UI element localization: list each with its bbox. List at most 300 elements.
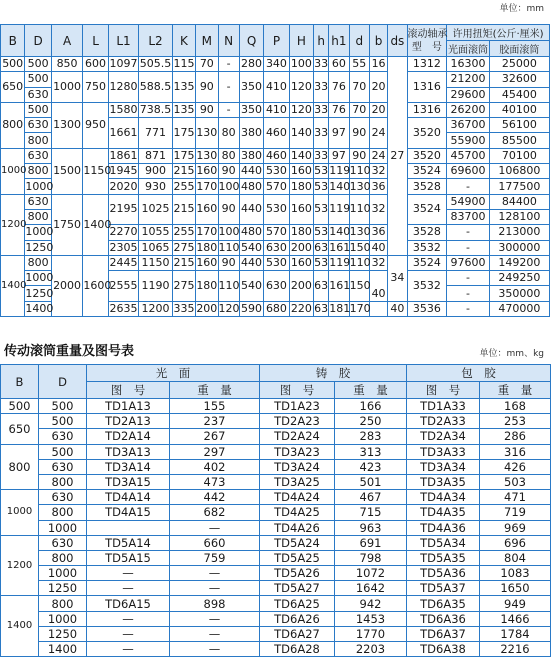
- cell-s-no: TD1A13: [87, 399, 170, 414]
- cell-w-no: TD3A34: [407, 459, 480, 474]
- cell-L2: 588.5: [139, 72, 173, 103]
- cell-d: 55: [349, 57, 369, 72]
- cell-s-w: —: [170, 520, 260, 535]
- cell-D: 1250: [39, 581, 87, 596]
- cell-c-no: TD6A26: [260, 611, 335, 626]
- cell-D: 800: [39, 505, 87, 520]
- cell-w-w: 949: [480, 596, 551, 611]
- table-row: [1, 490, 551, 505]
- cell-N: -: [218, 57, 239, 72]
- cell-b: 16: [369, 57, 387, 72]
- col-header-A: A: [51, 25, 83, 57]
- cell-L2: 871: [139, 148, 173, 163]
- cell-P: 530: [264, 194, 289, 225]
- table-row: [1, 255, 550, 270]
- cell-w-w: 316: [480, 444, 551, 459]
- cell-c-w: 467: [335, 490, 407, 505]
- table-row: [1, 566, 551, 581]
- cell-s-no: —: [87, 642, 170, 657]
- cell-h: 33: [314, 72, 329, 103]
- cell-P: 570: [264, 179, 289, 194]
- cell-w-w: 286: [480, 429, 551, 444]
- cell-M: 70: [196, 57, 218, 72]
- bearing-header-line1: 滚动轴承: [407, 28, 448, 40]
- pulley-dimensions-table: [0, 24, 550, 317]
- cell-d: 110: [349, 256, 371, 269]
- cell-h1: 76: [329, 72, 349, 103]
- cell-K: 255: [173, 179, 195, 193]
- col-header-N: N: [218, 25, 239, 57]
- col-header-torque: 许用扭矩(公斤·厘米): [447, 25, 550, 41]
- cell-L2: 1025: [139, 194, 173, 225]
- cell-P: 630: [264, 240, 289, 255]
- col-header-B: B: [1, 25, 25, 57]
- cell-A: 1500: [51, 148, 83, 194]
- cell-torque-smooth: 69600: [447, 164, 490, 179]
- cell-D: 500: [39, 414, 87, 429]
- col-header-ds: ds: [388, 25, 407, 57]
- cell-c-no: TD5A24: [260, 535, 335, 550]
- cell-D: 1000: [39, 566, 87, 581]
- cell-P: 410: [264, 102, 289, 117]
- cell-N: 120: [218, 301, 240, 315]
- cell-torque-rubber: 56100: [489, 118, 549, 133]
- cell-c-no: TD3A24: [260, 459, 335, 474]
- cell-Q: 350: [241, 103, 263, 117]
- cell-bearing: 3520: [407, 118, 447, 149]
- cell-H: 120: [289, 72, 313, 103]
- table-row: [1, 520, 551, 535]
- cell-D: 1000: [25, 225, 54, 239]
- cell-bearing: 1316: [407, 72, 447, 103]
- cell-s-w: 759: [170, 550, 260, 565]
- cell-D: 500: [25, 57, 51, 72]
- cell-H: 220: [290, 301, 312, 315]
- col-header-cast-rubber: 铸 胶: [260, 365, 407, 382]
- cell-P: 570: [264, 225, 289, 240]
- cell-w-no: TD6A36: [407, 611, 480, 626]
- cell-c-w: 313: [335, 444, 407, 459]
- cell-B: 500: [1, 399, 39, 414]
- cell-L1: 1280: [108, 72, 138, 103]
- cell-L: 600: [83, 57, 108, 72]
- cell-D: 630: [25, 194, 51, 209]
- cell-s-w: 682: [170, 505, 260, 520]
- cell-D: 500: [39, 444, 87, 459]
- cell-L2: 505.5: [139, 57, 172, 71]
- cell-h: 63: [314, 271, 329, 302]
- table-row: [1, 414, 551, 429]
- cell-D: 630: [39, 490, 87, 505]
- cell-L1: 2195: [108, 194, 138, 225]
- cell-N: 110: [218, 271, 239, 302]
- cell-A: 850: [51, 57, 83, 72]
- cell-K: 135: [172, 72, 195, 103]
- col-header-Q: Q: [239, 25, 263, 57]
- cell-D: 1400: [25, 301, 54, 315]
- cell-s-no: TD3A14: [87, 459, 170, 474]
- cell-L2: 771: [139, 118, 173, 149]
- cell-N: -: [218, 72, 239, 103]
- cell-s-no: TD3A13: [87, 444, 170, 459]
- cell-c-no: TD4A26: [260, 520, 335, 535]
- table-row: [1, 611, 551, 626]
- cell-torque-rubber: 25000: [489, 57, 549, 72]
- cell-P: 680: [264, 301, 289, 316]
- cell-c-no: TD4A24: [260, 490, 335, 505]
- cell-N: 80: [218, 148, 239, 163]
- cell-L2: 1065: [139, 240, 173, 255]
- cell-D: 1000: [39, 611, 87, 626]
- cell-B: 650: [1, 72, 25, 103]
- cell-d: 150: [349, 271, 369, 302]
- cell-Q: 380: [239, 118, 263, 149]
- cell-K: 275: [173, 240, 195, 254]
- cell-N: 90: [218, 194, 239, 225]
- cell-h: 33: [314, 103, 329, 117]
- cell-w-w: 969: [480, 520, 551, 535]
- cell-w-w: 471: [480, 490, 551, 505]
- unit-label-weight: 单位：mm、kg: [479, 349, 544, 359]
- cell-P: 530: [264, 255, 289, 270]
- cell-b: 36: [369, 179, 387, 194]
- cell-w-no: TD2A33: [407, 414, 480, 429]
- cell-P: 530: [264, 164, 289, 179]
- cell-P: 460: [264, 148, 289, 163]
- cell-torque-rubber: 32600: [489, 72, 549, 87]
- cell-c-no: TD3A23: [260, 444, 335, 459]
- cell-torque-smooth: -: [447, 225, 490, 240]
- cell-b: 40: [369, 240, 387, 255]
- cell-w-w: 804: [480, 550, 551, 565]
- col-header-smooth-pulley: 光面滚筒: [447, 41, 490, 57]
- col-header-weight: 重 量: [335, 382, 407, 399]
- cell-B: 500: [2, 57, 24, 71]
- col-header-L: L: [83, 25, 108, 57]
- cell-bearing: 3532: [407, 271, 447, 302]
- cell-P: 410: [264, 72, 289, 103]
- cell-h1: 76: [329, 102, 349, 117]
- cell-D: 800: [39, 596, 87, 611]
- cell-L2: 930: [139, 179, 173, 194]
- cell-A: 1000: [51, 72, 83, 103]
- cell-h1: 60: [329, 57, 349, 72]
- cell-N: 90: [218, 164, 239, 179]
- cell-h1: 119: [329, 164, 351, 178]
- cell-D: 1250: [25, 286, 54, 300]
- cell-c-w: 283: [335, 429, 407, 444]
- table-row: [1, 399, 551, 414]
- cell-w-no: TD6A38: [407, 642, 480, 657]
- cell-w-w: 503: [480, 474, 551, 489]
- cell-w-w: 1650: [480, 581, 551, 596]
- section-title-weight-table: 传动滚筒重量及图号表: [4, 344, 135, 359]
- cell-N: 80: [218, 118, 239, 149]
- cell-torque-rubber: 84400: [489, 194, 549, 209]
- cell-H: 160: [290, 164, 312, 178]
- cell-w-no: TD2A34: [407, 429, 480, 444]
- cell-L: 1400: [83, 194, 108, 255]
- cell-torque-smooth: 36700: [447, 118, 490, 133]
- cell-c-w: 1453: [335, 611, 407, 626]
- cell-s-w: 237: [170, 414, 260, 429]
- col-header-drawing-no: 图 号: [407, 382, 480, 399]
- cell-L: 750: [83, 72, 108, 103]
- cell-B: 650: [1, 414, 39, 444]
- cell-N: 110: [218, 240, 240, 254]
- cell-H: 180: [290, 225, 312, 239]
- cell-w-w: 426: [480, 459, 551, 474]
- cell-bearing: 1312: [407, 57, 447, 72]
- cell-b: [369, 301, 387, 316]
- cell-N: 90: [218, 255, 239, 270]
- cell-s-no: TD5A15: [87, 550, 170, 565]
- cell-L1: 2020: [109, 179, 138, 193]
- cell-torque-rubber: 106800: [489, 164, 549, 179]
- col-header-rubber-pulley: 胶面滚筒: [489, 41, 549, 57]
- cell-B: 1200: [1, 535, 39, 596]
- cell-B: 800: [1, 102, 25, 148]
- cell-w-no: TD4A34: [407, 490, 480, 505]
- cell-torque-rubber: 350000: [489, 286, 549, 301]
- cell-s-w: 473: [170, 474, 260, 489]
- cell-w-w: 719: [480, 505, 551, 520]
- cell-h: 33: [314, 148, 329, 162]
- cell-H: 160: [289, 194, 313, 225]
- cell-s-no: —: [87, 566, 170, 581]
- cell-torque-smooth: -: [447, 271, 490, 286]
- cell-H: 200: [290, 240, 312, 254]
- cell-b: 36: [369, 225, 387, 240]
- table-row: [1, 102, 550, 117]
- cell-M: 180: [196, 271, 218, 302]
- cell-d: 110: [349, 194, 369, 225]
- cell-w-w: 253: [480, 414, 551, 429]
- cell-L1: 1945: [109, 164, 138, 178]
- cell-s-no: TD3A15: [87, 474, 170, 489]
- cell-h: 53: [314, 179, 329, 193]
- cell-D: 1400: [39, 642, 87, 657]
- cell-bearing: 3536: [407, 301, 447, 316]
- cell-b: 32: [369, 255, 387, 270]
- cell-c-w: 1072: [335, 566, 407, 581]
- cell-s-no: TD2A13: [87, 414, 170, 429]
- cell-w-w: 1784: [480, 626, 551, 641]
- cell-ds-34: 34: [388, 255, 407, 301]
- cell-L1: 1861: [109, 148, 138, 162]
- cell-H: 140: [289, 118, 313, 149]
- cell-h: 53: [314, 225, 329, 239]
- cell-w-no: TD1A33: [407, 399, 480, 414]
- col-header-L2: L2: [139, 25, 173, 57]
- cell-bearing: 3524: [407, 164, 447, 179]
- cell-Q: 540: [241, 240, 263, 254]
- cell-Q: 440: [241, 164, 263, 178]
- col-header-weight: 重 量: [170, 382, 260, 399]
- cell-L1: 1661: [108, 118, 138, 149]
- cell-M: 130: [196, 148, 218, 162]
- cell-torque-smooth: 29600: [447, 87, 490, 102]
- cell-torque-smooth: -: [447, 240, 490, 255]
- cell-c-no: TD5A26: [260, 566, 335, 581]
- cell-c-w: 691: [335, 535, 407, 550]
- cell-s-w: 267: [170, 429, 260, 444]
- cell-B: 1200: [1, 194, 25, 255]
- cell-torque-rubber: 300000: [489, 240, 549, 255]
- cell-Q: 480: [241, 179, 263, 193]
- cell-Q: 440: [239, 194, 263, 225]
- cell-H: 160: [290, 256, 312, 269]
- cell-s-w: —: [170, 581, 260, 596]
- cell-D: 1000: [39, 520, 87, 535]
- cell-s-no: TD4A14: [87, 490, 170, 505]
- cell-h1: 119: [329, 256, 351, 269]
- cell-h1: 97: [329, 148, 349, 163]
- cell-H: 120: [290, 103, 312, 117]
- cell-w-no: TD3A35: [407, 474, 480, 489]
- cell-h: 63: [314, 240, 329, 254]
- cell-K: 255: [173, 225, 195, 239]
- cell-b: 20: [369, 102, 387, 117]
- cell-ds-27: 27: [388, 57, 407, 256]
- cell-B: 800: [1, 444, 39, 490]
- cell-c-w: 2203: [335, 642, 407, 657]
- cell-K: 135: [173, 103, 195, 117]
- col-header-drawing-no: 图 号: [260, 382, 335, 399]
- cell-w-w: 696: [480, 535, 551, 550]
- cell-s-no: TD5A14: [87, 535, 170, 550]
- cell-B: 1000: [1, 148, 25, 194]
- cell-bearing: 3524: [407, 255, 447, 270]
- cell-s-no: —: [87, 626, 170, 641]
- cell-Q: 380: [241, 148, 263, 162]
- cell-h: 63: [314, 301, 329, 315]
- cell-B: 1000: [1, 490, 39, 536]
- cell-D: 800: [25, 133, 51, 148]
- cell-D: 1250: [25, 240, 54, 254]
- cell-s-w: —: [170, 642, 260, 657]
- cell-c-w: 1770: [335, 626, 407, 641]
- cell-bearing: 3520: [407, 148, 447, 163]
- cell-L2: 1055: [139, 225, 173, 240]
- cell-M: 200: [196, 301, 218, 315]
- col-header-smooth: 光 面: [87, 365, 260, 382]
- cell-L2: 900: [139, 164, 173, 179]
- cell-bearing: 3528: [407, 179, 447, 194]
- col-header-B: B: [1, 365, 39, 399]
- cell-s-w: —: [170, 611, 260, 626]
- cell-torque-rubber: 40100: [489, 102, 549, 117]
- cell-s-w: —: [170, 566, 260, 581]
- col-header-K: K: [172, 25, 195, 57]
- cell-d: 90: [349, 118, 369, 149]
- cell-s-no: [87, 520, 170, 535]
- cell-c-no: TD5A27: [260, 581, 335, 596]
- cell-torque-smooth: 97600: [447, 255, 490, 270]
- cell-N: -: [218, 102, 239, 117]
- cell-s-w: 155: [170, 399, 260, 414]
- cell-h1: 97: [329, 118, 349, 149]
- cell-w-w: 2216: [480, 642, 551, 657]
- cell-D: 1000: [25, 271, 54, 285]
- col-header-h: h: [314, 25, 329, 57]
- cell-h: 53: [314, 164, 329, 178]
- cell-b: 32: [369, 194, 387, 225]
- cell-s-w: 442: [170, 490, 260, 505]
- cell-d: 70: [349, 72, 369, 103]
- cell-L1: 1580: [109, 103, 138, 117]
- cell-torque-smooth: 54900: [447, 194, 490, 209]
- col-header-drawing-no: 图 号: [87, 382, 170, 399]
- cell-d: 90: [349, 148, 369, 163]
- table-row: [1, 429, 551, 444]
- cell-c-no: TD6A27: [260, 626, 335, 641]
- cell-D: 800: [25, 209, 51, 224]
- col-header-D: D: [39, 365, 87, 399]
- cell-b: 20: [369, 72, 387, 103]
- cell-c-w: 423: [335, 459, 407, 474]
- cell-K: 175: [173, 148, 195, 162]
- cell-L2: 1150: [139, 255, 173, 270]
- table-row: [1, 148, 550, 163]
- cell-P: 340: [264, 57, 289, 72]
- weight-table-body: [1, 399, 551, 657]
- cell-D: 500: [25, 102, 51, 117]
- cell-w-no: TD6A35: [407, 596, 480, 611]
- cell-M: 160: [196, 256, 218, 269]
- cell-b: 24: [369, 118, 387, 149]
- cell-D: 630: [25, 87, 51, 102]
- cell-D: 630: [39, 429, 87, 444]
- cell-h1: 140: [329, 225, 351, 239]
- cell-torque-rubber: 149200: [489, 255, 549, 270]
- cell-L1: 2445: [109, 256, 138, 269]
- cell-torque-rubber: 128100: [489, 209, 549, 224]
- cell-h1: 119: [329, 194, 349, 225]
- bearing-header-line2: 型 号: [411, 41, 442, 53]
- cell-L2: 738.5: [139, 103, 172, 117]
- cell-b: 40: [369, 271, 387, 302]
- cell-h1: 140: [329, 179, 351, 193]
- cell-Q: 280: [241, 57, 263, 71]
- cell-D: 630: [39, 535, 87, 550]
- cell-h1: 161: [329, 271, 349, 302]
- cell-K: 275: [172, 271, 195, 302]
- cell-b: 32: [369, 164, 387, 179]
- cell-L2: 1200: [139, 301, 173, 316]
- cell-torque-smooth: -: [447, 301, 490, 316]
- cell-torque-smooth: -: [447, 286, 490, 301]
- cell-D: 630: [25, 148, 51, 163]
- cell-M: 170: [196, 179, 218, 193]
- cell-c-no: TD1A23: [260, 399, 335, 414]
- cell-H: 100: [290, 57, 312, 71]
- col-header-M: M: [196, 25, 218, 57]
- cell-b: 24: [369, 148, 387, 163]
- cell-w-no: TD5A37: [407, 581, 480, 596]
- cell-Q: 350: [239, 72, 263, 103]
- cell-K: 215: [173, 164, 195, 178]
- cell-torque-rubber: 70100: [489, 148, 549, 163]
- cell-D: 1250: [39, 626, 87, 641]
- cell-H: 180: [290, 179, 312, 193]
- cell-Q: 480: [241, 225, 263, 239]
- cell-d: 70: [349, 102, 369, 117]
- cell-h: 33: [314, 118, 329, 149]
- cell-torque-smooth: -: [447, 179, 490, 194]
- cell-d: 170: [349, 301, 371, 315]
- cell-B: 1400: [1, 255, 25, 316]
